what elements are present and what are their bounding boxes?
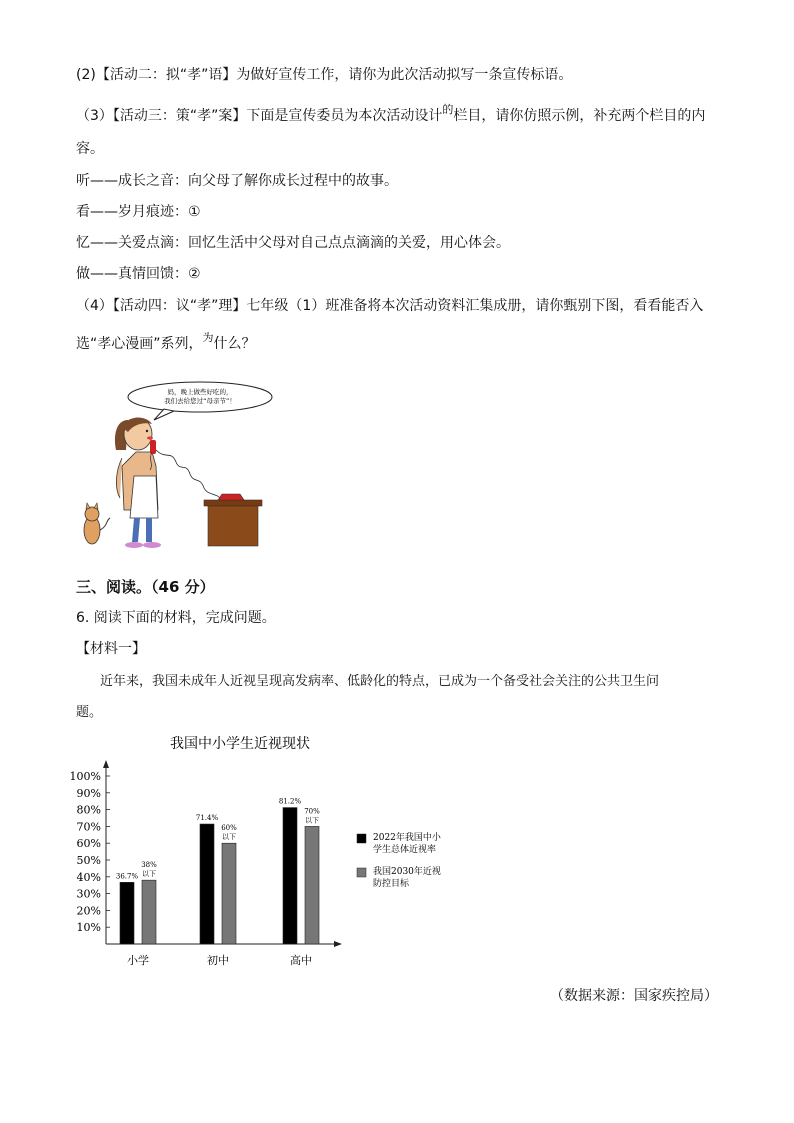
- data-label: 71.4%: [195, 814, 219, 823]
- phone-handset: [150, 440, 156, 454]
- question-4-wei: 为: [202, 331, 214, 344]
- data-label: 以下: [142, 870, 156, 879]
- question-3-de: 的: [442, 103, 454, 116]
- y-tick-label: 30%: [76, 887, 101, 901]
- data-label: 38%: [141, 861, 157, 870]
- x-tick-label: 小学: [127, 954, 149, 967]
- column-item-look: 看——岁月痕迹：①: [76, 204, 201, 220]
- y-tick-label: 60%: [76, 837, 101, 851]
- myopia-bar-chart: [70, 728, 470, 973]
- chart-title: 我国中小学生近视现状: [170, 736, 310, 752]
- data-label: 36.7%: [115, 872, 139, 881]
- bar: [305, 826, 319, 944]
- phone-cord: [156, 450, 222, 500]
- chart-bars: [116, 798, 320, 967]
- bar: [283, 808, 297, 944]
- y-tick-label: 70%: [76, 820, 101, 834]
- x-tick-label: 高中: [290, 954, 312, 967]
- legend-label: 我国2030年近视: [373, 867, 441, 877]
- x-tick-label: 初中: [207, 954, 229, 967]
- y-tick-label: 80%: [76, 803, 101, 817]
- question-3-line-2: 容。: [76, 141, 104, 157]
- y-tick-label: 90%: [76, 786, 101, 800]
- question-3-text-b: 栏目，请你仿照示例，补充两个栏目的内: [453, 108, 706, 124]
- cat-figure: [84, 503, 110, 544]
- question-6: 6. 阅读下面的材料，完成问题。: [76, 610, 276, 626]
- material-1-paragraph-line-1: 近年来，我国未成年人近视呈现高发病率、低龄化的特点，已成为一个备受社会关注的公共卫生问: [100, 674, 660, 689]
- data-label: 70%: [304, 807, 320, 816]
- y-tick-label: 40%: [76, 870, 101, 884]
- section-3-heading: 三、阅读。（46 分）: [76, 578, 215, 596]
- column-item-recall: 忆——关爱点滴：回忆生活中父母对自己点点滴滴的关爱，用心体会。: [76, 235, 510, 251]
- question-4-line-1: （4）【活动四：议“孝”理】七年级（1）班准备将本次活动资料汇集成册，请你甄别下图，看看能否入: [76, 298, 704, 314]
- column-item-do: 做——真情回馈：②: [76, 266, 201, 282]
- data-label: 以下: [222, 833, 236, 842]
- bubble-text-line-1: 妈，晚上做些好吃的，: [167, 388, 233, 396]
- data-label: 以下: [305, 816, 319, 825]
- chart-legend: [357, 831, 442, 889]
- mother-figure: [115, 418, 161, 548]
- x-axis-arrow: [334, 941, 342, 947]
- bar: [222, 843, 236, 944]
- data-label: 81.2%: [278, 797, 302, 806]
- question-4-text-c: 什么？: [213, 336, 256, 352]
- speech-bubble: [128, 382, 272, 420]
- bar: [120, 882, 134, 944]
- table-with-phone: [204, 494, 262, 546]
- bubble-text-line-2: 我们去给您过“母亲节”！: [164, 397, 236, 405]
- question-3-text-a: （3）【活动三：策“孝”案】下面是宣传委员为本次活动设计: [76, 108, 443, 124]
- legend-label: 防控目标: [373, 879, 410, 889]
- legend-label: 2022年我国中小: [373, 833, 441, 843]
- data-source: （数据来源：国家疾控局）: [550, 988, 718, 1004]
- y-axis-arrow: [103, 760, 109, 768]
- material-1-paragraph-line-2: 题。: [76, 705, 103, 720]
- question-4-text-b: 选“孝心漫画”系列，: [76, 336, 203, 352]
- question-4-line-2: [76, 331, 256, 354]
- bar: [200, 824, 214, 944]
- bar: [142, 880, 156, 944]
- data-label: 60%: [221, 824, 237, 833]
- legend-swatch: [357, 868, 366, 877]
- y-tick-label: 100%: [70, 770, 101, 783]
- question-2: (2)【活动二：拟“孝”语】为做好宣传工作，请你为此次活动拟写一条宣传标语。: [76, 67, 573, 83]
- y-tick-label: 50%: [76, 854, 101, 867]
- legend-swatch: [357, 834, 366, 843]
- column-item-listen: 听——成长之音：向父母了解你成长过程中的故事。: [76, 173, 398, 189]
- material-1-label: 【材料一】: [76, 641, 146, 657]
- y-tick-label: 20%: [76, 904, 101, 918]
- question-3-line-1: [76, 103, 706, 126]
- y-tick-label: 10%: [76, 921, 101, 935]
- y-axis-ticks: [70, 770, 110, 934]
- legend-label: 学生总体近视率: [373, 845, 437, 855]
- filial-piety-cartoon: [76, 380, 276, 555]
- phone-base: [218, 494, 244, 500]
